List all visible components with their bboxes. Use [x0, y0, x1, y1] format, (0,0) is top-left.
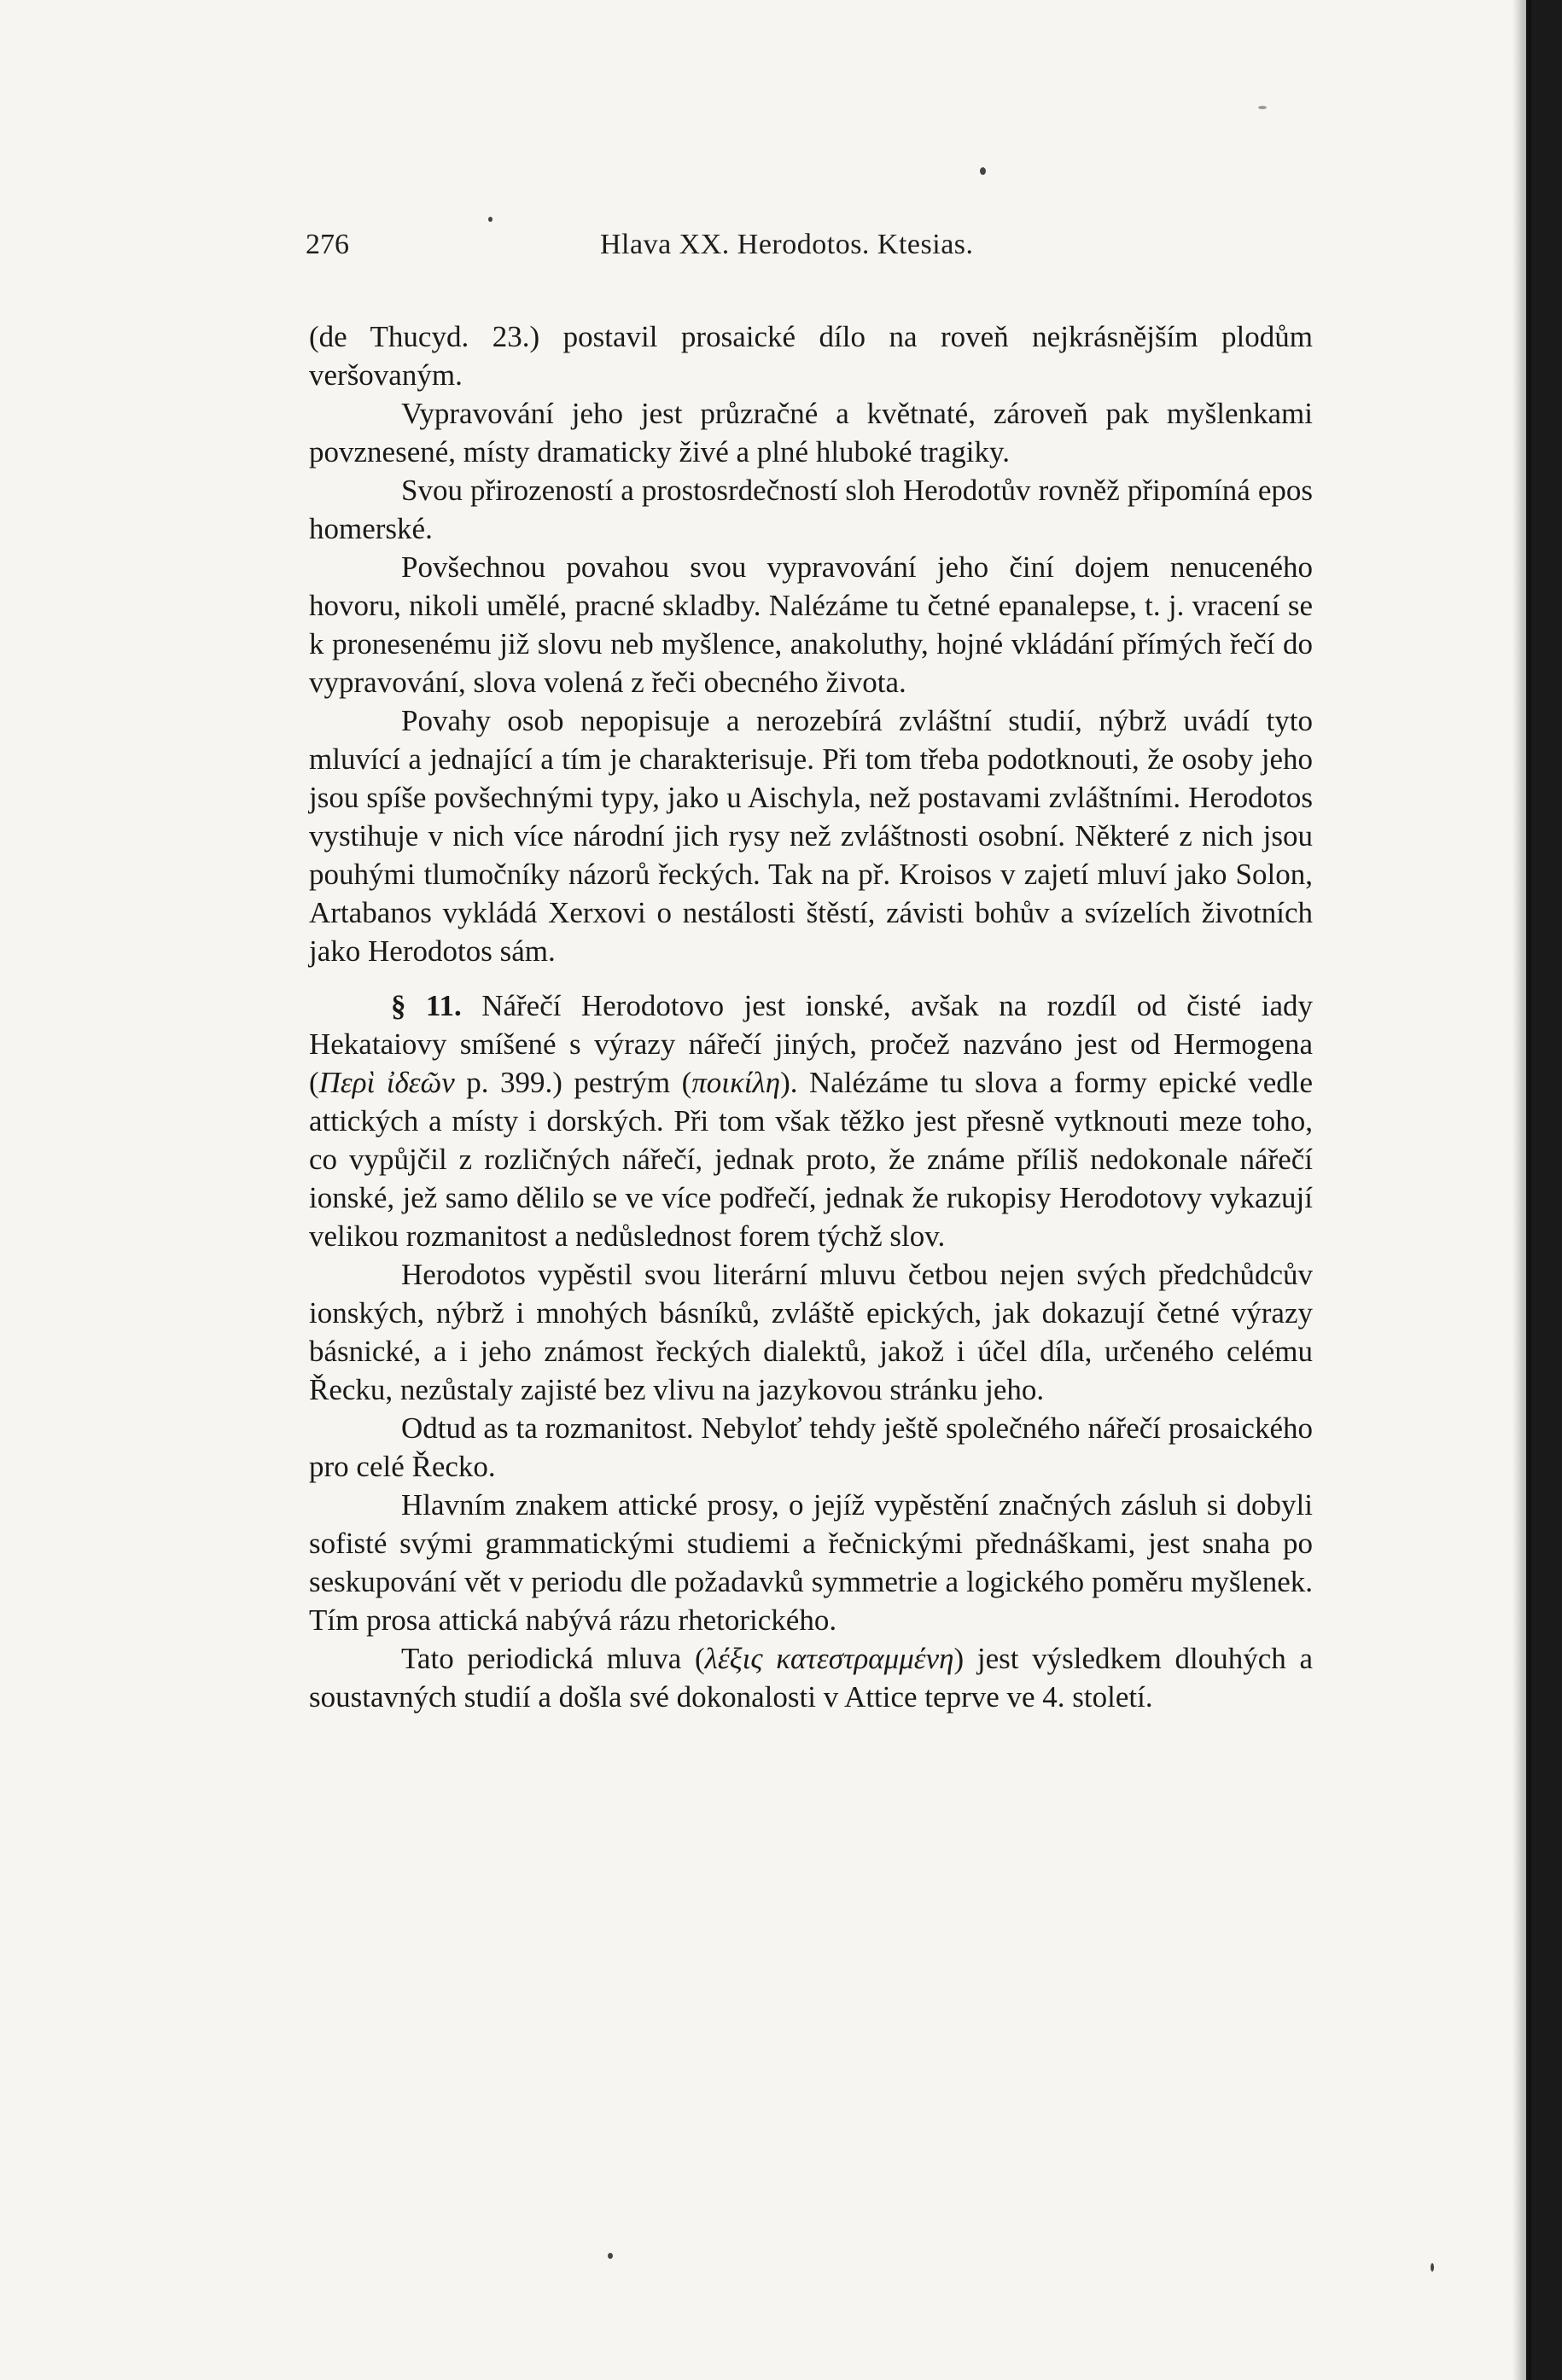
text-run: ). Nalézáme tu slova a formy epické vedle attických a místy i dorských. Při tom však těžko jest přesně vytknouti meze toho, co vypůjčil z rozličných nářečí, jednak proto, že známe příliš nedokonale nářečí ionské, jež samo dělilo se ve více podřečí, jednak že rukopisy Herodotovy vykazují velikou rozmanitost a nedůslednost forem týchž slov.	[309, 1066, 1313, 1253]
greek-text: Περὶ ἰδεῶν	[318, 1066, 455, 1099]
page-header	[306, 220, 1313, 271]
paragraph: Vypravování jeho jest průzračné a květnaté, zároveň pak myšlenkami povznesené, místy dramaticky živé a plné hluboké tragiky.	[309, 397, 1313, 468]
greek-text: λέξις κατεστραμμένη	[704, 1642, 954, 1675]
paragraph: Povahy osob nepopisuje a nerozebírá zvláštní studií, nýbrž uvádí tyto mluvící a jednající a tím je charakterisuje. Při tom třeba podotknouti, že osoby jeho jsou spíše povšechnými typy, jako u Aischyla, než postavami zvláštními. Herodotos vystihuje v nich více národní jich rysy než zvláštnosti osobní. Některé z nich jsou pouhými tlumočníky názorů řeckých. Tak na př. Kroisos v zajetí mluví jako Solon, Artabanos vykládá Xerxovi o nestálosti štěstí, závisti bohův a svízelích životních jako Herodotos sám.	[309, 704, 1313, 968]
print-speck	[1431, 2263, 1434, 2272]
paragraph	[309, 1639, 1313, 1716]
print-speck	[1258, 106, 1267, 109]
paragraph: Povšechnou povahou svou vypravování jeho činí dojem nenuceného hovoru, nikoli umělé, pracné skladby. Nalézáme tu četné epanalepse, t. j. vracení se k pronesenému již slovu neb myšlence, anakoluthy, hojné vkládání přímých řečí do vypravování, slova volená z řeči obecného života.	[309, 550, 1313, 699]
text-run: Nářečí Herodotovo jest ionské, avšak na rozdíl od čisté iady Hekataiovy smíšené s výrazy nářečí jiných, pročež nazváno jest od Hermogena (	[309, 989, 1313, 1099]
paragraph: Svou přirozeností a prostosrdečností sloh Herodotův rovněž připomíná epos homerské.	[309, 474, 1313, 545]
page-edge-shadow	[1512, 0, 1531, 2380]
text-run: Tato periodická mluva (	[401, 1642, 705, 1675]
running-title: Hlava XX. Herodotos. Ktesias.	[600, 229, 974, 260]
print-speck	[980, 167, 986, 175]
paragraph: (de Thucyd. 23.) postavil prosaické dílo na roveň nejkrásnějším plodům veršovaným.	[309, 320, 1313, 392]
greek-text: ποικίλη	[691, 1066, 781, 1099]
section-paragraph	[309, 986, 1313, 1255]
paragraph: Herodotos vypěstil svou literární mluvu četbou nejen svých předchůdcův ionských, nýbrž i mnohých básníků, zvláště epických, jak dokazují četné výrazy básnické, a i jeho známost řeckých dialektů, jakož i účel díla, určeného celému Řecku, nezůstaly zajisté bez vlivu na jazykovou stránku jeho.	[309, 1258, 1313, 1406]
section-number: § 11.	[391, 989, 462, 1022]
paragraph: Hlavním znakem attické prosy, o jejíž vypěstění značných zásluh si dobyli sofisté svými grammatickými studiemi a řečnickými přednáškami, jest snaha po seskupování vět v periodu dle požadavků symmetrie a logického poměru myšlenek. Tím prosa attická nabývá rázu rhetorického.	[309, 1488, 1313, 1637]
text-run: p. 399.) pestrým (	[454, 1066, 692, 1099]
text-body	[309, 317, 1313, 1716]
paragraph: Odtud as ta rozmanitost. Nebyloť tehdy ještě společného nářečí prosaického pro celé Řecko.	[309, 1411, 1313, 1483]
text-run: ) jest výsledkem dlouhých a soustavných studií a došla své dokonalosti v Attice teprve ve 4. století.	[309, 1642, 1313, 1714]
print-speck	[608, 2253, 613, 2259]
page-number: 276	[306, 229, 349, 260]
